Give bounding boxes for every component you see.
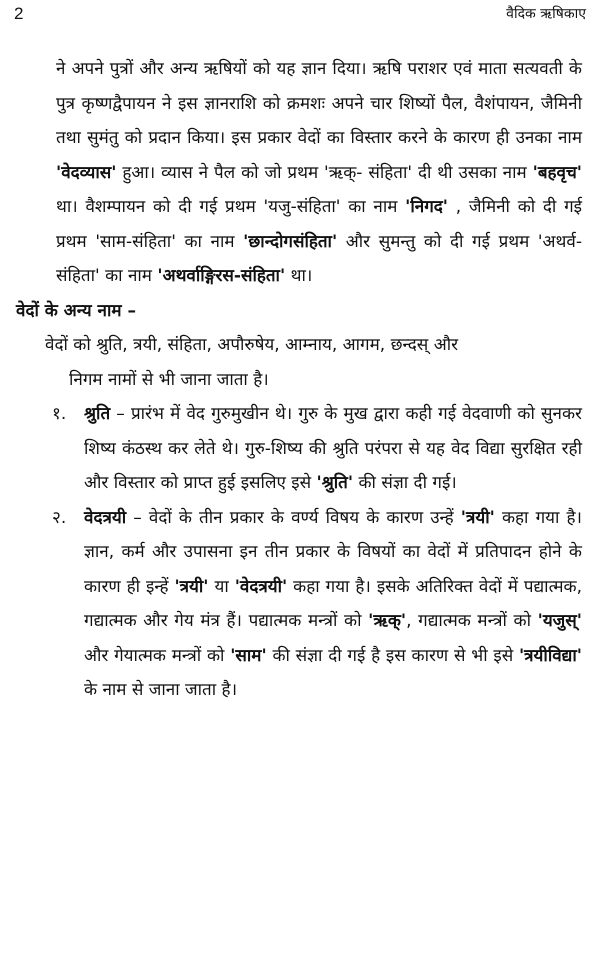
page-number: 2 xyxy=(14,4,24,23)
paragraph-text: हुआ। व्यास ने पैल को जो प्रथम 'ऋक्- संहिता' दी थी उसका नाम xyxy=(116,162,533,183)
section-heading: वेदों के अन्य नाम – xyxy=(16,300,136,321)
item-text: या xyxy=(208,576,235,597)
opening-paragraph xyxy=(56,52,582,294)
section-intro xyxy=(45,328,582,397)
term-rik: 'ऋक्' xyxy=(368,611,407,631)
paragraph-text: था। वैशम्पायन को दी गई प्रथम 'यजु-संहिता' का नाम xyxy=(56,197,406,217)
item-text: , गद्यात्मक मन्त्रों को xyxy=(406,611,538,631)
term-trayi: 'त्रयी' xyxy=(174,576,209,597)
page-header xyxy=(14,4,586,30)
item-text: कहा गया है। ज्ञान, कर्म और उपासना इन तीन प्रकार के विषयों का वेदों में प्रतिपादन होने के कारण ही इन्हें xyxy=(84,507,582,597)
term-nigad: 'निगद' xyxy=(405,197,449,217)
term-chhandog-samhita: 'छान्दोगसंहिता' xyxy=(243,231,338,252)
intro-line-2: निगम नामों से भी जाना जाता है। xyxy=(69,369,269,390)
term-trayividya: 'त्रयीविद्या' xyxy=(518,645,582,666)
term-saam: 'साम' xyxy=(230,645,267,666)
item-text: – प्रारंभ में वेद गुरुमुखीन थे। गुरु के मुख द्वारा कही गई वेदवाणी को सुनकर शिष्य कंठस्थ कर लेते थे। गुरु-शिष्य की श्रुति परंपरा से यह वेद विद्या सुरक्षित रही और विस्तार को प्राप्त हुई इसलिए इसे xyxy=(84,404,582,493)
item-text: – वेदों के तीन प्रकार के वर्ण्य विषय के कारण उन्हें xyxy=(126,507,461,528)
other-names-list xyxy=(0,397,600,708)
term-shruti: 'श्रुति' xyxy=(316,473,354,493)
item-term: वेदत्रयी xyxy=(84,507,127,528)
page-body xyxy=(0,52,600,708)
paragraph-text: था। xyxy=(285,266,313,286)
running-title: वैदिक ऋषिकाए xyxy=(506,6,586,22)
paragraph-text: और सुमन्तु को दी गई प्रथम 'अथर्व-संहिता' का नाम xyxy=(56,231,582,286)
item-number: १. xyxy=(52,404,67,424)
item-text: की संज्ञा दी गई। xyxy=(353,473,457,493)
item-text: कहा गया है। इसके अतिरिक्त वेदों में पद्यात्मक, गद्यात्मक और गेय मंत्र हैं। पद्यात्मक मन्त्रों को xyxy=(84,576,582,631)
term-yajus: 'यजुस्' xyxy=(537,611,582,631)
item-term: श्रुति xyxy=(84,404,111,424)
term-vedavyas: 'वेदव्यास' xyxy=(56,162,117,183)
term-vedatrayi: 'वेदत्रयी' xyxy=(234,576,288,597)
list-item-shruti xyxy=(52,397,582,501)
item-number: २. xyxy=(52,507,67,528)
paragraph-text: , जैमिनी को दी गई प्रथम 'साम-संहिता' का नाम xyxy=(56,197,582,252)
list-item-vedatrayi xyxy=(52,501,582,708)
term-trayi: 'त्रयी' xyxy=(460,507,495,528)
intro-line-1: वेदों को श्रुति, त्रयी, संहिता, अपौरुषेय, आम्नाय, आगम, छन्दस् और xyxy=(45,335,459,355)
item-text: की संज्ञा दी गई है इस कारण से भी इसे xyxy=(266,645,519,666)
paragraph-text: ने अपने पुत्रों और अन्य ऋषियों को यह ज्ञान दिया। ऋषि पराशर एवं माता सत्यवती के पुत्र कृष्णद्वैपायन ने इस ज्ञानराशि को क्रमशः अपने चार शिष्यों पैल, वैशंपायन, जैमिनी तथा सुमंतु को प्रदान किया। इस प्रकार वेदों का विस्तार करने के कारण ही उनका नाम xyxy=(56,59,582,148)
term-atharvangiras-samhita: 'अथर्वाङ्गिरस-संहिता' xyxy=(157,266,286,286)
item-text: के नाम से जाना जाता है। xyxy=(84,680,238,700)
item-text: और गेयात्मक मन्त्रों को xyxy=(84,645,231,666)
term-bahvrich: 'बहवृच' xyxy=(532,162,582,183)
